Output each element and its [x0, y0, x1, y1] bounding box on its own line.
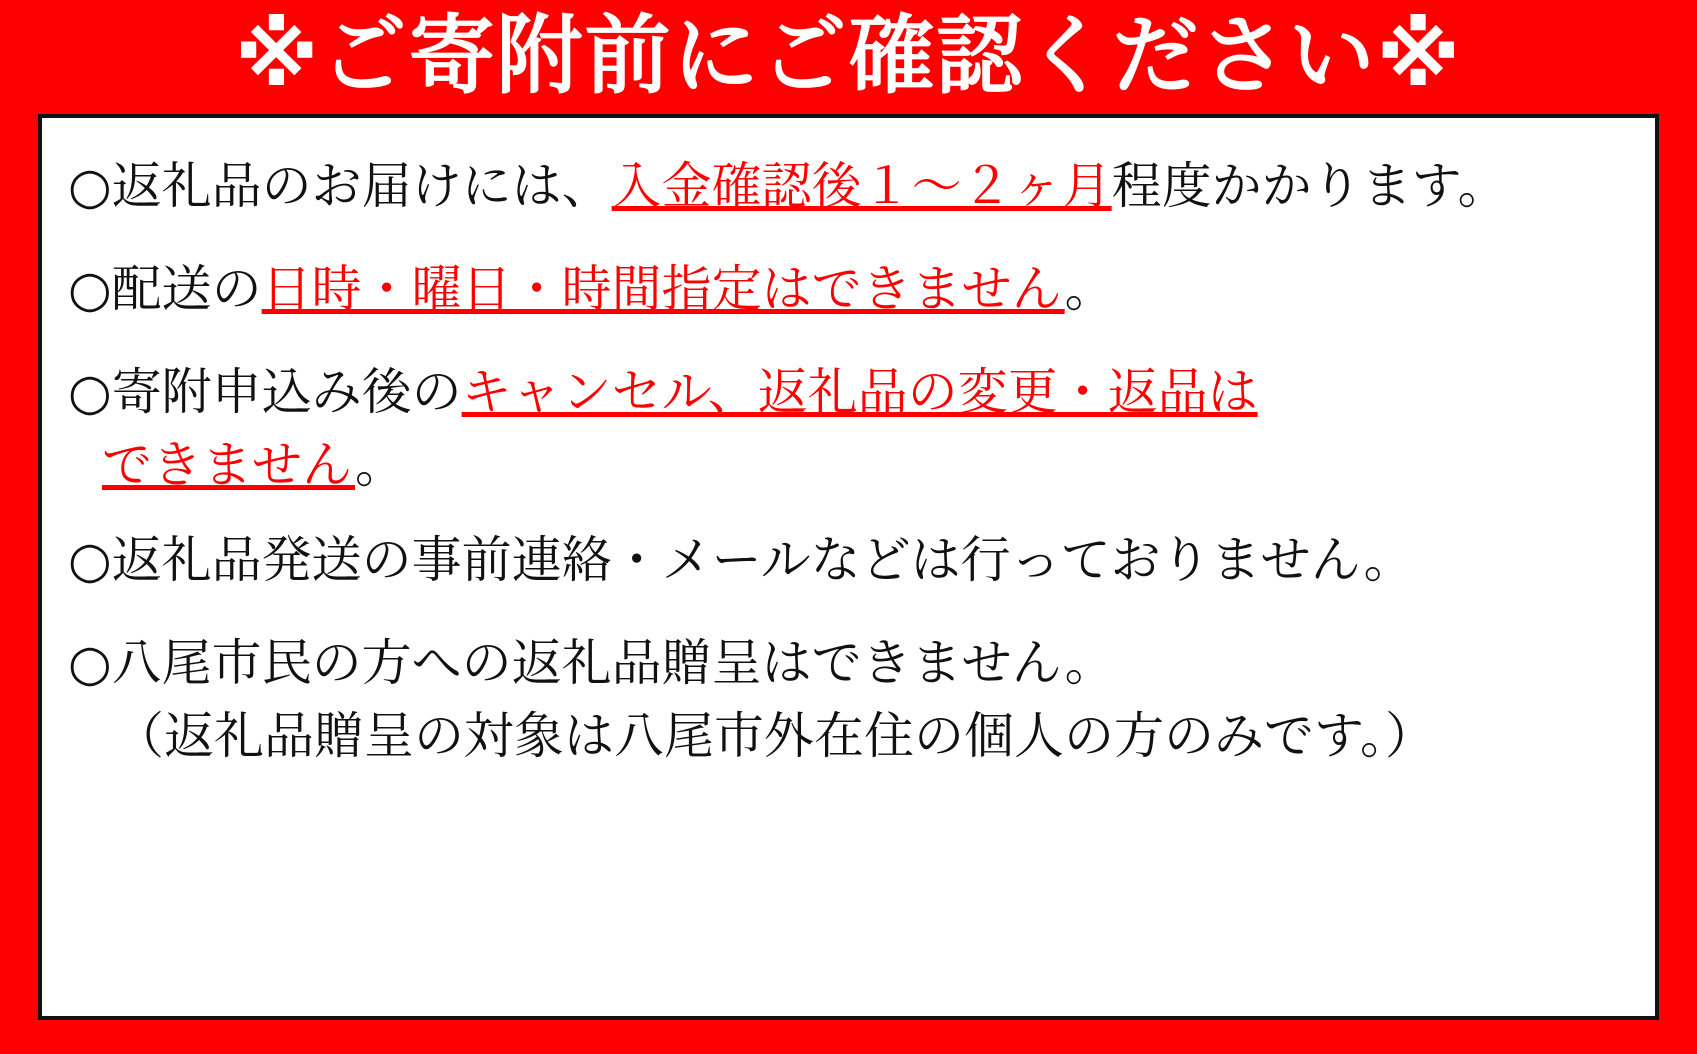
notice-item-2-prefix: ○配送の [68, 260, 262, 318]
notice-item-3-highlight-2: できません [102, 436, 355, 494]
notice-item-1-prefix: ○返礼品のお届けには、 [68, 157, 612, 215]
notice-body [38, 114, 1659, 1020]
notice-item-5-text: ○八尾市民の方への返礼品贈呈はできません。 [68, 634, 1115, 692]
notice-header-title: ※ご寄附前にご確認ください※ [234, 6, 1463, 106]
notice-item-no-date-designation [68, 257, 1629, 322]
notice-item-no-cancellation [68, 360, 1629, 498]
notice-item-1-highlight: 入金確認後１～２ヶ月 [611, 157, 1112, 215]
notice-list [68, 154, 1629, 769]
notice-item-3-line2 [68, 433, 1629, 498]
notice-item-5-line2: （返礼品贈呈の対象は八尾市外在住の個人の方のみです。） [114, 707, 1435, 765]
notice-item-no-advance-notice [68, 528, 1629, 593]
notice-item-1-suffix: 程度かかります。 [1111, 157, 1508, 215]
notice-item-2-highlight: 日時・曜日・時間指定はできません [261, 260, 1065, 318]
notice-item-3-highlight: キャンセル、返礼品の変更・返品は [461, 363, 1258, 421]
notice-item-3-prefix: ○寄附申込み後の [68, 363, 462, 421]
notice-item-4-text: ○返礼品発送の事前連絡・メールなどは行っておりません。 [68, 531, 1414, 589]
notice-item-residency-restriction [68, 631, 1629, 769]
notice-item-3-suffix: 。 [355, 436, 405, 494]
notice-item-2-suffix: 。 [1064, 260, 1115, 318]
notice-item-delivery-time [68, 154, 1629, 219]
